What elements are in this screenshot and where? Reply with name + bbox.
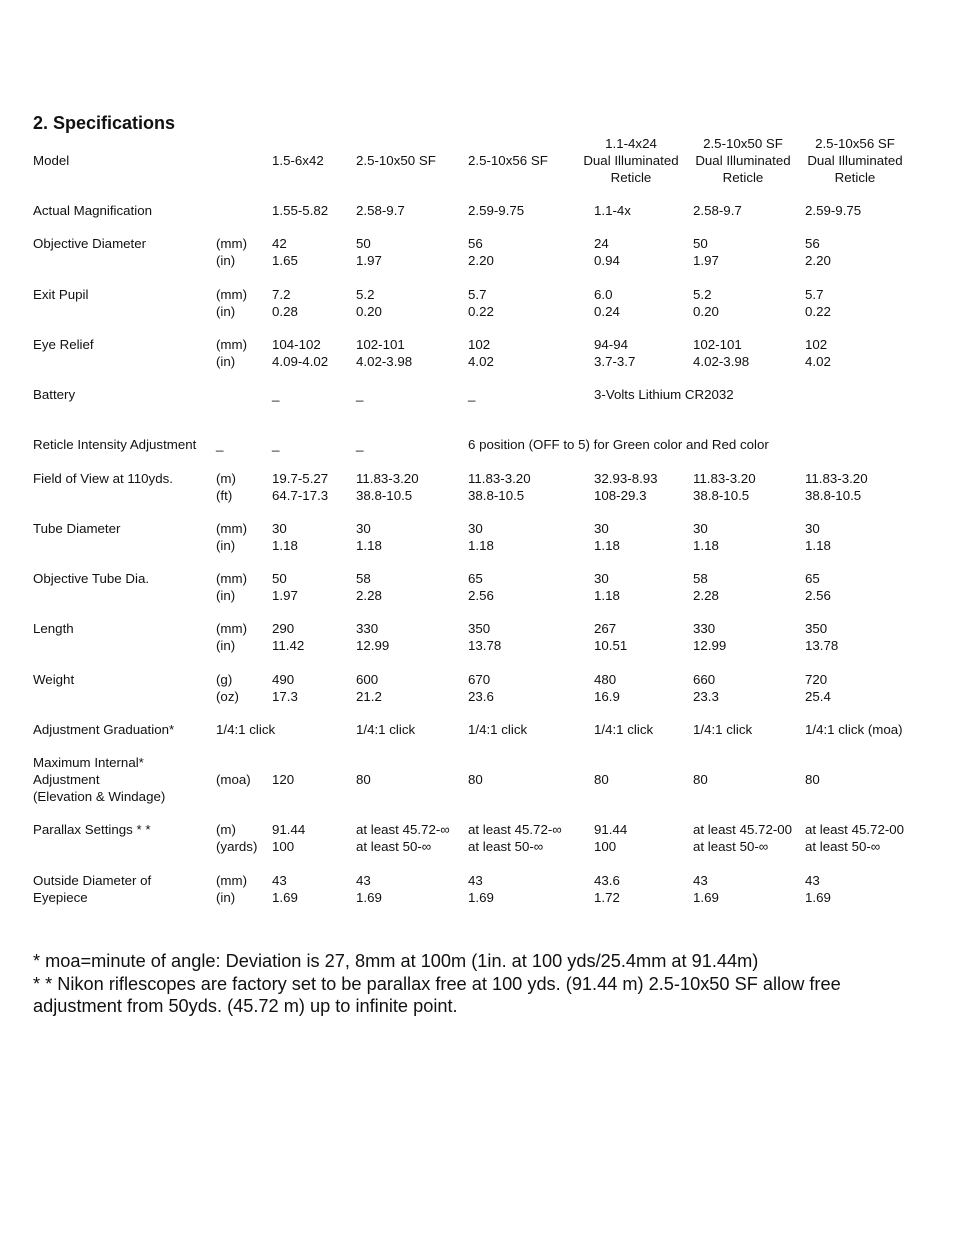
spec-value: 43 (356, 873, 371, 888)
spec-label: Adjustment Graduation* (33, 722, 175, 737)
spec-value: 1.18 (272, 538, 298, 553)
spec-value: 1/4:1 click (moa) (805, 722, 903, 737)
spec-value: 4.02 (805, 354, 831, 369)
spec-value: 43 (468, 873, 483, 888)
spec-value: 350 (805, 621, 828, 636)
spec-value: 1.18 (594, 588, 620, 603)
spec-value: 1.69 (805, 890, 831, 905)
spec-value: 600 (356, 672, 379, 687)
spec-value: 2.58-9.7 (356, 203, 405, 218)
spec-unit: (m) (216, 471, 236, 486)
spec-label: Battery (33, 387, 76, 402)
spec-value: 490 (272, 672, 295, 687)
spec-value: 2.28 (693, 588, 719, 603)
spec-value: at least 50-∞ (468, 839, 544, 854)
spec-value: 17.3 (272, 689, 298, 704)
spec-value: 42 (272, 236, 287, 251)
spec-value: 2.28 (356, 588, 382, 603)
spec-value: 64.7-17.3 (272, 488, 329, 503)
spec-value: 43 (272, 873, 287, 888)
spec-unit: (in) (216, 890, 236, 905)
spec-label: Reticle Intensity Adjustment (33, 437, 197, 452)
spec-value: 100 (594, 839, 617, 854)
spec-value: 2.20 (805, 253, 831, 268)
spec-value: 24 (594, 236, 609, 251)
spec-value: 5.7 (805, 287, 824, 302)
spec-unit: (mm) (216, 287, 248, 302)
spec-value: 1.69 (468, 890, 494, 905)
spec-label: Weight (33, 672, 75, 687)
spec-unit: 1/4:1 click (216, 722, 276, 737)
spec-value: 4.02-3.98 (356, 354, 413, 369)
spec-value: 0.22 (468, 304, 494, 319)
spec-unit: (mm) (216, 571, 248, 586)
spec-value: 267 (594, 621, 617, 636)
spec-value: 2.59-9.75 (805, 203, 862, 218)
model-label: Model (33, 153, 70, 168)
spec-unit: (in) (216, 354, 236, 369)
spec-value: 108-29.3 (594, 488, 647, 503)
spec-unit: (oz) (216, 689, 239, 704)
spec-value: 30 (693, 521, 708, 536)
spec-value: 1.97 (272, 588, 298, 603)
spec-value: 12.99 (356, 638, 390, 653)
spec-value: 11.83-3.20 (693, 471, 756, 486)
spec-unit: (g) (216, 672, 233, 687)
spec-value: 80 (594, 772, 609, 787)
spec-value: 350 (468, 621, 491, 636)
spec-value: 720 (805, 672, 828, 687)
spec-value: _ (272, 387, 280, 402)
spec-unit: (mm) (216, 337, 248, 352)
spec-value: 80 (356, 772, 371, 787)
spec-value: 2.58-9.7 (693, 203, 742, 218)
spec-value: 25.4 (805, 689, 831, 704)
spec-value: 50 (272, 571, 287, 586)
spec-value: 5.2 (356, 287, 375, 302)
spec-value: 1.1-4x (594, 203, 631, 218)
spec-value: 11.83-3.20 (805, 471, 868, 486)
spec-value: 38.8-10.5 (356, 488, 413, 503)
footnote-parallax: * * Nikon riflescopes are factory set to be parallax free at 100 yds. (91.44 m) 2.5-10x50 SF allow free adjustment from 50yds. (45.72 m) up to infinite point. (33, 973, 841, 1016)
spec-value: 94-94 (594, 337, 629, 352)
spec-unit: (in) (216, 638, 236, 653)
spec-value: 1.72 (594, 890, 620, 905)
spec-value: 1.18 (693, 538, 719, 553)
spec-unit: (in) (216, 304, 236, 319)
spec-value: 11.83-3.20 (468, 471, 531, 486)
spec-value: at least 50-∞ (356, 839, 432, 854)
spec-value: 102-101 (693, 337, 742, 352)
spec-value: 3-Volts Lithium CR2032 (594, 387, 734, 402)
spec-value: 1/4:1 click (693, 722, 753, 737)
model-name-line: Dual Illuminated (583, 153, 679, 168)
spec-value: 1.65 (272, 253, 298, 268)
section-title: 2. Specifications (33, 113, 176, 133)
spec-unit: (yards) (216, 839, 258, 854)
spec-value: 13.78 (805, 638, 839, 653)
spec-value: 58 (693, 571, 708, 586)
spec-value: 1/4:1 click (468, 722, 528, 737)
spec-unit: (mm) (216, 521, 248, 536)
spec-value: 2.56 (805, 588, 831, 603)
spec-label: Tube Diameter (33, 521, 121, 536)
spec-value: 2.59-9.75 (468, 203, 525, 218)
spec-value: 3.7-3.7 (594, 354, 636, 369)
spec-label: Maximum Internal* (33, 755, 144, 770)
spec-value: 50 (356, 236, 371, 251)
spec-value: at least 45.72-∞ (468, 822, 562, 837)
spec-label: Actual Magnification (33, 203, 152, 218)
spec-value: 13.78 (468, 638, 502, 653)
spec-value: 30 (356, 521, 371, 536)
spec-value: 1.97 (693, 253, 719, 268)
spec-value: 91.44 (594, 822, 628, 837)
spec-value: 6.0 (594, 287, 613, 302)
spec-value: _ (468, 387, 476, 402)
spec-value: 330 (356, 621, 379, 636)
spec-value: 102 (468, 337, 491, 352)
spec-value: 10.51 (594, 638, 628, 653)
spec-label: Eyepiece (33, 890, 88, 905)
spec-value: 80 (805, 772, 820, 787)
spec-value: 16.9 (594, 689, 620, 704)
spec-unit: (mm) (216, 873, 248, 888)
spec-value: 56 (805, 236, 820, 251)
spec-value: 104-102 (272, 337, 321, 352)
spec-value: 4.02-3.98 (693, 354, 750, 369)
spec-value: 65 (468, 571, 483, 586)
spec-value: at least 45.72-∞ (356, 822, 450, 837)
spec-value: 0.28 (272, 304, 298, 319)
spec-value: 6 position (OFF to 5) for Green color and Red color (468, 437, 769, 452)
model-name: 1.5-6x42 (272, 153, 324, 168)
spec-label: Eye Relief (33, 337, 94, 352)
model-name-line: Dual Illuminated (695, 153, 791, 168)
spec-value: 4.09-4.02 (272, 354, 329, 369)
spec-value: 23.3 (693, 689, 719, 704)
spec-value: 38.8-10.5 (693, 488, 750, 503)
spec-value: 1/4:1 click (356, 722, 416, 737)
spec-value: 1.69 (693, 890, 719, 905)
spec-value: 11.42 (272, 638, 305, 653)
spec-value: 0.20 (693, 304, 719, 319)
spec-value: 58 (356, 571, 371, 586)
spec-unit: (in) (216, 253, 236, 268)
spec-value: 30 (594, 521, 609, 536)
spec-value: 120 (272, 772, 295, 787)
model-name-line: Reticle (834, 170, 876, 185)
spec-value: 100 (272, 839, 295, 854)
spec-value: 30 (805, 521, 820, 536)
spec-value: _ (356, 437, 364, 452)
spec-value: at least 45.72-00 (805, 822, 905, 837)
spec-unit: (in) (216, 588, 236, 603)
spec-unit: _ (216, 437, 224, 452)
spec-value: 12.99 (693, 638, 727, 653)
spec-value: 660 (693, 672, 716, 687)
spec-value: 7.2 (272, 287, 291, 302)
spec-value: 0.22 (805, 304, 831, 319)
spec-label: Exit Pupil (33, 287, 89, 302)
spec-value: 5.7 (468, 287, 487, 302)
spec-label: Field of View at 110yds. (33, 471, 173, 486)
spec-value: 670 (468, 672, 491, 687)
spec-unit: (m) (216, 822, 236, 837)
spec-value: 1.18 (468, 538, 494, 553)
spec-value: 102 (805, 337, 828, 352)
spec-value: at least 45.72-00 (693, 822, 793, 837)
spec-value: _ (356, 387, 364, 402)
spec-value: 1.97 (356, 253, 382, 268)
spec-value: 50 (693, 236, 708, 251)
spec-value: 23.6 (468, 689, 494, 704)
model-name-line: Dual Illuminated (807, 153, 903, 168)
spec-value: 32.93-8.93 (594, 471, 658, 486)
model-name-line: Reticle (722, 170, 764, 185)
spec-label: Outside Diameter of (33, 873, 152, 888)
spec-value: 1.55-5.82 (272, 203, 329, 218)
spec-label: Parallax Settings * * (33, 822, 151, 837)
spec-value: 65 (805, 571, 820, 586)
spec-value: 480 (594, 672, 617, 687)
spec-value: 102-101 (356, 337, 405, 352)
spec-value: 80 (693, 772, 708, 787)
spec-unit: (in) (216, 538, 236, 553)
spec-label: Objective Tube Dia. (33, 571, 150, 586)
spec-value: 1.69 (272, 890, 298, 905)
model-name: 2.5-10x50 SF (356, 153, 436, 168)
spec-value: _ (272, 437, 280, 452)
model-name-line: 1.1-4x24 (605, 136, 657, 151)
spec-value: 30 (594, 571, 609, 586)
spec-value: 19.7-5.27 (272, 471, 329, 486)
footnotes (33, 950, 913, 1018)
spec-label: (Elevation & Windage) (33, 789, 166, 804)
spec-value: 5.2 (693, 287, 712, 302)
spec-value: 1/4:1 click (594, 722, 654, 737)
spec-value: 1.18 (594, 538, 620, 553)
spec-value: 56 (468, 236, 483, 251)
spec-value: 43 (805, 873, 820, 888)
spec-label: Length (33, 621, 74, 636)
spec-value: 38.8-10.5 (805, 488, 862, 503)
model-name-line: Reticle (610, 170, 652, 185)
spec-value: 1.18 (356, 538, 382, 553)
spec-label: Objective Diameter (33, 236, 147, 251)
spec-value: 11.83-3.20 (356, 471, 419, 486)
spec-value: 290 (272, 621, 295, 636)
model-name-line: 2.5-10x50 SF (703, 136, 783, 151)
spec-value: 80 (468, 772, 483, 787)
spec-value: 2.20 (468, 253, 494, 268)
spec-value: 21.2 (356, 689, 382, 704)
spec-value: 30 (468, 521, 483, 536)
spec-value: 43.6 (594, 873, 620, 888)
model-name-line: 2.5-10x56 SF (815, 136, 895, 151)
spec-unit: (mm) (216, 236, 248, 251)
footnote-moa: * moa=minute of angle: Deviation is 27, 8mm at 100m (1in. at 100 yds/25.4mm at 91.44m) (33, 951, 759, 971)
spec-value: 0.20 (356, 304, 382, 319)
model-name: 2.5-10x56 SF (468, 153, 548, 168)
spec-value: at least 50-∞ (805, 839, 881, 854)
spec-value: at least 50-∞ (693, 839, 769, 854)
spec-unit: (mm) (216, 621, 248, 636)
spec-value: 2.56 (468, 588, 494, 603)
spec-unit: (ft) (216, 488, 233, 503)
spec-label: Adjustment (33, 772, 100, 787)
spec-value: 4.02 (468, 354, 494, 369)
spec-unit: (moa) (216, 772, 251, 787)
spec-value: 1.69 (356, 890, 382, 905)
spec-value: 0.94 (594, 253, 620, 268)
spec-value: 330 (693, 621, 716, 636)
spec-value: 43 (693, 873, 708, 888)
spec-value: 0.24 (594, 304, 620, 319)
spec-value: 30 (272, 521, 287, 536)
spec-value: 1.18 (805, 538, 831, 553)
spec-value: 91.44 (272, 822, 306, 837)
spec-value: 38.8-10.5 (468, 488, 525, 503)
